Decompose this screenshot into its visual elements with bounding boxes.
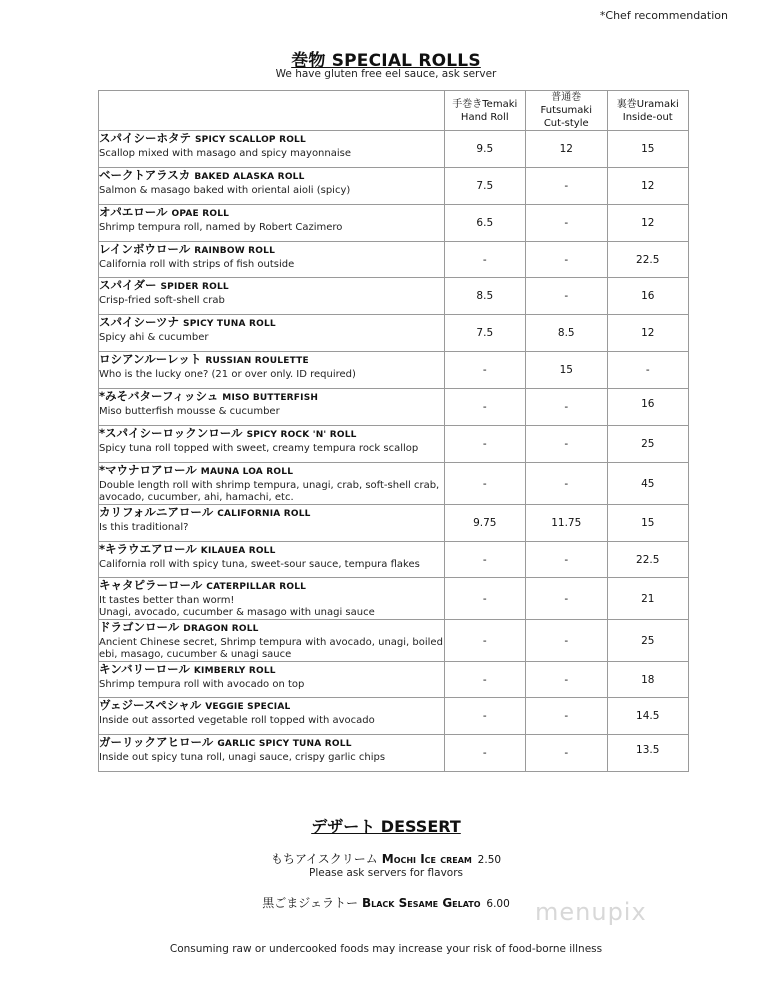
special-rolls-table [98, 90, 689, 772]
price-uramaki: 22.5 [607, 242, 689, 278]
price-temaki: - [444, 578, 525, 620]
roll-name-jp: キンバリーロール [99, 662, 190, 676]
dessert-item-black-sesame [0, 894, 772, 911]
table-row [99, 131, 689, 168]
price-futsumaki: 11.75 [526, 505, 607, 542]
roll-name-en: SPICY SCALLOP ROLL [195, 135, 306, 145]
price-uramaki: 14.5 [607, 698, 689, 735]
roll-description: Scallop mixed with masago and spicy mayonnaise [99, 148, 352, 159]
price-uramaki: 13.5 [607, 735, 689, 772]
roll-name-cell [99, 426, 445, 463]
price-temaki: 7.5 [444, 168, 525, 205]
roll-name-en: SPICY TUNA ROLL [183, 319, 276, 329]
roll-name-jp: *キラウエアロール [99, 542, 197, 556]
roll-name-en: OPAE ROLL [171, 209, 230, 219]
roll-title [99, 426, 444, 443]
price-uramaki: 12 [607, 205, 689, 242]
price-futsumaki: 8.5 [526, 315, 607, 352]
roll-title [99, 242, 444, 259]
roll-name-en: VEGGIE SPECIAL [205, 702, 291, 712]
price-temaki: 9.75 [444, 505, 525, 542]
price-temaki: 8.5 [444, 278, 525, 315]
roll-description: Salmon & masago baked with oriental aioli (spicy) [99, 185, 351, 196]
roll-description: Double length roll with shrimp tempura, unagi, crab, soft-shell crab, avocado, cucumber, ahi, hamachi, etc. [99, 480, 440, 503]
roll-title [99, 698, 444, 715]
column-header-temaki: 手巻きTemaki Hand Roll [444, 91, 525, 131]
table-row [99, 426, 689, 463]
column-header-uramaki: 裏巻Uramaki Inside-out [607, 91, 689, 131]
price-temaki: - [444, 542, 525, 578]
price-futsumaki: - [526, 205, 607, 242]
roll-description: Shrimp tempura roll with avocado on top [99, 679, 305, 690]
page-subtitle: We have gluten free eel sauce, ask server [275, 68, 497, 80]
header-blank-cell [99, 91, 445, 131]
roll-name-cell [99, 463, 445, 505]
price-futsumaki: - [526, 662, 607, 698]
roll-title [99, 168, 444, 185]
table-row [99, 662, 689, 698]
price-futsumaki: 15 [526, 352, 607, 389]
roll-name-cell [99, 735, 445, 772]
price-futsumaki: - [526, 620, 607, 662]
roll-description: Spicy tuna roll topped with sweet, creamy tempura rock scallop [99, 443, 419, 454]
price-temaki: - [444, 735, 525, 772]
price-temaki: - [444, 698, 525, 735]
dessert-item-jp: 黒ごまジェラトー [262, 896, 358, 910]
price-uramaki: 22.5 [607, 542, 689, 578]
price-temaki: - [444, 620, 525, 662]
table-row [99, 463, 689, 505]
roll-name-cell [99, 278, 445, 315]
roll-name-en: KIMBERLY ROLL [193, 666, 276, 676]
roll-description: Shrimp tempura roll, named by Robert Cazimero [99, 222, 343, 233]
roll-name-jp: *スパイシーロックンロール [99, 426, 243, 440]
price-uramaki: 15 [607, 131, 689, 168]
price-temaki: - [444, 463, 525, 505]
price-futsumaki: - [526, 242, 607, 278]
roll-description: Crisp-fried soft-shell crab [99, 295, 225, 306]
roll-description: Is this traditional? [99, 522, 189, 533]
dessert-item-en: Black Sesame Gelato [361, 896, 481, 910]
roll-name-cell [99, 505, 445, 542]
price-uramaki: 25 [607, 620, 689, 662]
roll-description: It tastes better than worm! Unagi, avocado, cucumber & masago with unagi sauce [99, 595, 375, 618]
dessert-item-price: 2.50 [477, 854, 502, 866]
table-row [99, 735, 689, 772]
price-futsumaki: - [526, 389, 607, 426]
roll-title [99, 505, 444, 522]
price-futsumaki: - [526, 426, 607, 463]
dessert-item-mochi [0, 850, 772, 867]
roll-description: Ancient Chinese secret, Shrimp tempura with avocado, unagi, boiled ebi, masago, cucumber & unagi sauce [99, 637, 443, 660]
column-header-futsumaki: 普通巻Futsumaki Cut-style [526, 91, 607, 131]
roll-name-cell [99, 242, 445, 278]
roll-name-en: CALIFORNIA ROLL [217, 509, 311, 519]
roll-name-jp: キャタピラーロール [99, 578, 203, 592]
roll-title [99, 662, 444, 679]
price-uramaki: 12 [607, 168, 689, 205]
roll-name-jp: オパエロール [99, 205, 168, 219]
price-futsumaki: 12 [526, 131, 607, 168]
roll-name-jp: ドラゴンロール [99, 620, 180, 634]
roll-name-cell [99, 168, 445, 205]
price-uramaki: 16 [607, 389, 689, 426]
roll-title [99, 131, 444, 148]
price-uramaki: 16 [607, 278, 689, 315]
price-futsumaki: - [526, 698, 607, 735]
price-uramaki: 21 [607, 578, 689, 620]
roll-name-cell [99, 620, 445, 662]
roll-name-cell [99, 578, 445, 620]
roll-name-cell [99, 315, 445, 352]
price-temaki: - [444, 662, 525, 698]
dessert-title: デザート DESSERT [311, 817, 461, 836]
roll-name-cell [99, 205, 445, 242]
roll-name-cell [99, 662, 445, 698]
price-futsumaki: - [526, 542, 607, 578]
price-temaki: - [444, 352, 525, 389]
roll-name-cell [99, 352, 445, 389]
roll-name-cell [99, 389, 445, 426]
food-safety-disclaimer: Consuming raw or undercooked foods may increase your risk of food-borne illness [169, 943, 603, 955]
roll-name-jp: ヴェジースペシャル [99, 698, 202, 712]
price-temaki: 7.5 [444, 315, 525, 352]
roll-title [99, 578, 444, 595]
price-uramaki: 25 [607, 426, 689, 463]
roll-description: Spicy ahi & cucumber [99, 332, 209, 343]
roll-description: California roll with spicy tuna, sweet-sour sauce, tempura flakes [99, 559, 420, 570]
roll-name-cell [99, 698, 445, 735]
table-row [99, 278, 689, 315]
roll-name-cell [99, 542, 445, 578]
roll-name-jp: レインボウロール [99, 242, 191, 256]
table-row [99, 242, 689, 278]
roll-name-jp: ロシアンルーレット [99, 352, 202, 366]
roll-name-en: SPIDER ROLL [160, 282, 229, 292]
menupix-watermark: menupix [535, 898, 647, 926]
price-temaki: - [444, 426, 525, 463]
dessert-item-jp: もちアイスクリーム [270, 852, 378, 866]
roll-title [99, 352, 444, 369]
price-temaki: - [444, 389, 525, 426]
roll-name-en: CATERPILLAR ROLL [206, 582, 307, 592]
price-futsumaki: - [526, 463, 607, 505]
roll-title [99, 205, 444, 222]
roll-title [99, 542, 444, 559]
roll-name-en: KILAUEA ROLL [200, 546, 276, 556]
roll-title [99, 389, 444, 406]
roll-title [99, 463, 444, 480]
price-temaki: 9.5 [444, 131, 525, 168]
roll-description: Inside out assorted vegetable roll topped with avocado [99, 715, 375, 726]
roll-description: Miso butterfish mousse & cucumber [99, 406, 280, 417]
price-uramaki: - [607, 352, 689, 389]
price-uramaki: 15 [607, 505, 689, 542]
table-row [99, 542, 689, 578]
roll-name-en: GARLIC SPICY TUNA ROLL [217, 739, 352, 749]
roll-name-jp: スパイシーホタテ [99, 131, 191, 145]
roll-title [99, 315, 444, 332]
table-row [99, 315, 689, 352]
roll-title [99, 278, 444, 295]
roll-name-en: SPICY ROCK 'N' ROLL [246, 430, 357, 440]
table-row [99, 620, 689, 662]
roll-name-en: MAUNA LOA ROLL [200, 467, 294, 477]
page-title: 巻物 SPECIAL ROLLS [291, 51, 481, 71]
price-futsumaki: - [526, 578, 607, 620]
table-row [99, 352, 689, 389]
table-row [99, 205, 689, 242]
roll-name-jp: スパイシーツナ [99, 315, 180, 329]
dessert-item-price: 6.00 [486, 898, 510, 910]
roll-description: California roll with strips of fish outside [99, 259, 295, 270]
roll-description: Who is the lucky one? (21 or over only. ID required) [99, 369, 356, 380]
roll-name-cell [99, 131, 445, 168]
roll-name-jp: スパイダー [99, 278, 157, 292]
price-uramaki: 12 [607, 315, 689, 352]
roll-description: Inside out spicy tuna roll, unagi sauce, crispy garlic chips [99, 752, 386, 763]
roll-name-jp: ベークトアラスカ [99, 168, 191, 182]
roll-name-jp: ガーリックアヒロール [99, 735, 214, 749]
price-temaki: 6.5 [444, 205, 525, 242]
roll-name-en: BAKED ALASKA ROLL [194, 172, 305, 182]
table-row [99, 578, 689, 620]
roll-title [99, 620, 444, 637]
roll-name-jp: カリフォルニアロール [99, 505, 214, 519]
dessert-item-en: Mochi Ice cream [381, 852, 472, 866]
price-futsumaki: - [526, 278, 607, 315]
roll-name-jp: *みそバターフィッシュ [99, 389, 219, 403]
price-futsumaki: - [526, 735, 607, 772]
table-row [99, 168, 689, 205]
table-row [99, 698, 689, 735]
dessert-note: Please ask servers for flavors [308, 867, 464, 879]
roll-name-en: RUSSIAN ROULETTE [205, 356, 309, 366]
price-futsumaki: - [526, 168, 607, 205]
roll-title [99, 735, 444, 752]
roll-name-en: MISO BUTTERFISH [222, 393, 319, 403]
price-temaki: - [444, 242, 525, 278]
chef-recommendation-note: *Chef recommendation [599, 9, 728, 22]
roll-name-en: DRAGON ROLL [183, 624, 259, 634]
roll-name-en: RAINBOW ROLL [194, 246, 276, 256]
price-uramaki: 18 [607, 662, 689, 698]
table-row [99, 389, 689, 426]
table-header-row [99, 91, 689, 131]
price-uramaki: 45 [607, 463, 689, 505]
table-row [99, 505, 689, 542]
roll-name-jp: *マウナロアロール [99, 463, 197, 477]
